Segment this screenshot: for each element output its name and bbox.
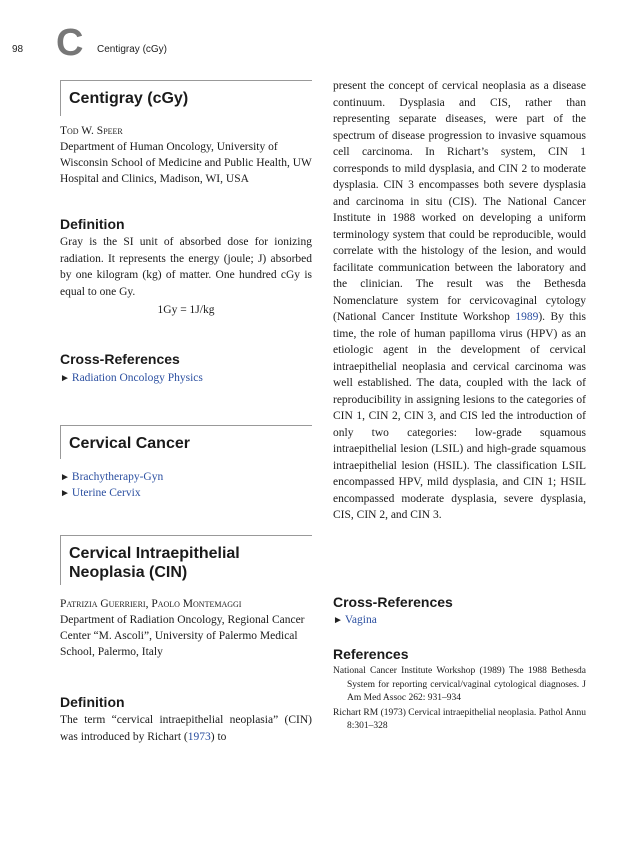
section-letter: C [56, 22, 84, 64]
definition-text: Gray is the SI unit of absorbed dose for ionizing radiation. It represents the energy (joule; J) absorbed by one kilogram (kg) of matter. One hundred cGy is equal to one Gy. [60, 236, 312, 298]
body-text-start: present the concept of cervical neoplasia as a disease continuum. Dysplasia and CIS, rather than representing separate diseases, were part of the spectrum of disease progression to invasive squamous cell carcinoma. In Richart’s system, CIN 1 corresponds to mild dysplasia, and CIN 2 to moderate dysplasia. CIN 3 encompasses both severe dysplasia and carcinoma in situ (CIS). The National Cancer Institute in 1988 worked on developing a uniform terminology system that could be reproducible, would correlate with the histology of the lesion, and would facilitate communication between the laboratory and the clinician. The result was the Bethesda Nomenclature system for cervicovaginal cytology (National Cancer Institute Workshop [333, 80, 586, 323]
references-list [333, 665, 586, 735]
definition-text [60, 712, 312, 745]
cross-reference-item[interactable] [60, 485, 312, 502]
cross-reference-link[interactable]: Uterine Cervix [71, 487, 141, 499]
author-name: Tod W. Speer [60, 125, 123, 137]
reference-item: National Cancer Institute Workshop (1989) The 1988 Bethesda System for reporting cervical/vaginal cytological diagnoses. J Am Med Assoc 262: 931–934 [333, 666, 586, 703]
page-header [0, 0, 638, 70]
arrow-right-icon: ► [60, 373, 70, 384]
citation-link[interactable]: 1973 [187, 730, 211, 743]
cross-reference-link[interactable]: Brachytherapy-Gyn [71, 471, 164, 483]
author-affiliation: Department of Radiation Oncology, Regional Cancer Center “M. Ascoli”, University of Palermo Medical School, Palermo, Italy [60, 614, 305, 658]
entry-title-line1: Cervical Intraepithelial [69, 545, 240, 562]
cross-reference-item[interactable] [60, 370, 312, 387]
cross-references-heading: Cross-References [60, 351, 180, 367]
definition-heading: Definition [60, 694, 125, 710]
cross-reference-link[interactable]: Radiation Oncology Physics [71, 372, 203, 384]
definition-text-start: The term “cervical intraepithelial neoplasia” (CIN) was introduced by Richart ( [60, 714, 312, 743]
entry-title-text: Cervical Cancer [69, 435, 190, 452]
arrow-right-icon: ► [333, 615, 343, 626]
definition-text-end: ) to [210, 730, 227, 743]
entry-title-cin [60, 535, 312, 585]
cross-reference-link[interactable]: Vagina [344, 614, 377, 626]
cross-reference-item[interactable] [333, 612, 586, 629]
author-name: Patrizia Guerrieri, Paolo Montemaggi [60, 598, 242, 610]
author-affiliation: Department of Human Oncology, University of Wisconsin School of Medicine and Public Health, UW Hospital and Clinics, Madison, WI, USA [60, 141, 312, 185]
references-heading: References [333, 646, 409, 662]
formula: 1Gy = 1J/kg [157, 304, 215, 316]
definition-heading: Definition [60, 216, 125, 232]
cross-reference-item[interactable] [60, 469, 312, 486]
arrow-right-icon: ► [60, 472, 70, 483]
entry-title-cervical-cancer [60, 425, 312, 459]
reference-item: Richart RM (1973) Cervical intraepithelial neoplasia. Pathol Annu 8:301–328 [333, 707, 586, 731]
citation-link[interactable]: 1989 [515, 311, 539, 323]
cross-references-heading: Cross-References [333, 594, 453, 610]
author-block-centigray [60, 123, 312, 187]
body-paragraph [333, 78, 586, 524]
entry-title-line2: Neoplasia (CIN) [69, 564, 188, 581]
running-title: Centigray (cGy) [97, 44, 168, 55]
page-number: 98 [12, 44, 24, 55]
arrow-right-icon: ► [60, 488, 70, 499]
body-text-end: ). By this time, the role of human papilloma virus (HPV) as an etiologic agent in the development of cervical intraepithelial neoplasia and cervical carcinoma was well established. The data, coupled with the lack of reproducibility in assigning lesions to the categories of CIN 1, CIN 2, CIN 3, and CIS led the introduction of only two categories: low-grade squamous intraepithelial lesion (LSIL) and high-grade squamous intraepithelial lesion (HSIL). The classification LSIL encompassed HPV, mild dysplasia, and CIN 1; HSIL encompassed moderate dysplasia, severe dysplasia, CIS, CIN 2, and CIN 3. [333, 311, 586, 521]
author-block-cin [60, 596, 312, 660]
entry-title-centigray [60, 80, 312, 116]
entry-title-text: Centigray (cGy) [69, 90, 189, 107]
